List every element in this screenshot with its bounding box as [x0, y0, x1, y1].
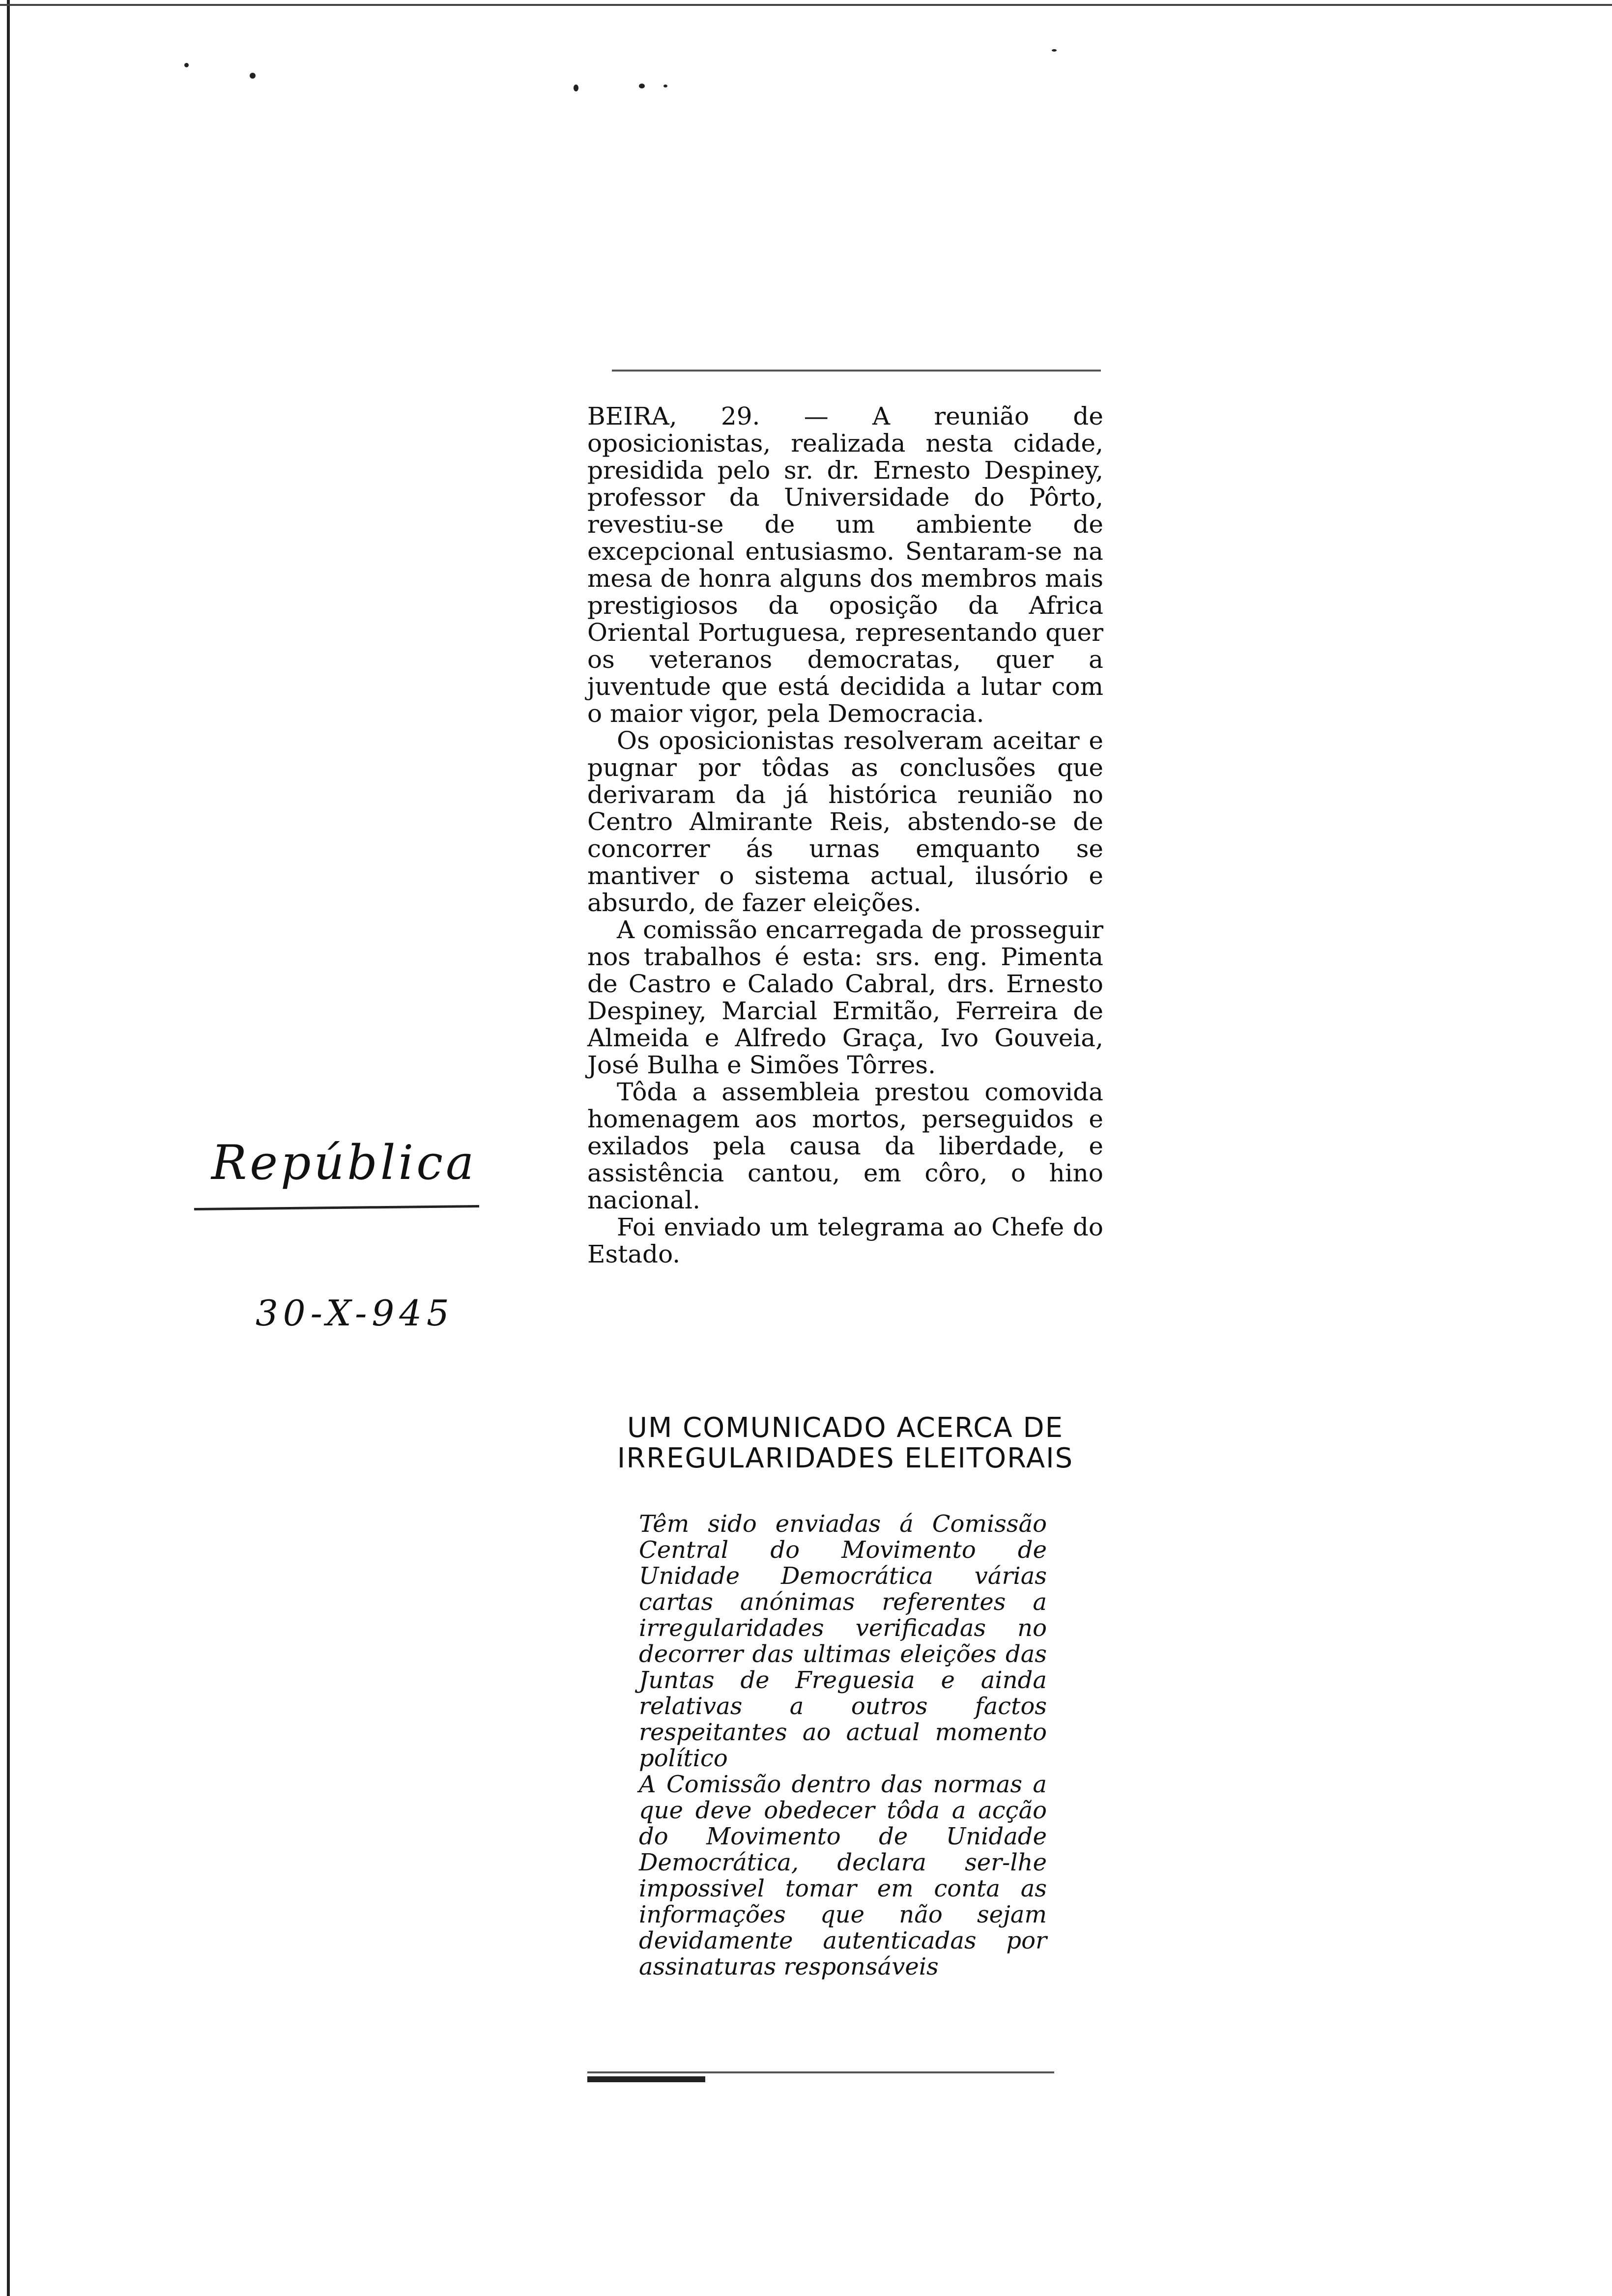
- clipping-bottom-rule-thick: [587, 2076, 705, 2082]
- handwritten-date: 30-X-945: [256, 1292, 454, 1334]
- clipping-top-rule: [612, 370, 1101, 372]
- article-paragraph: BEIRA, 29. — A reunião de oposicionistas, realizada nesta cidade, presidida pelo sr. dr. Ernesto Despiney, professor da Universidade do Pôrto, revestiu-se de um ambiente de excepcional entusiasmo. Sentaram-se na mesa de honra alguns dos membros mais prestigiosos da oposição da Africa Oriental Portuguesa, representando quer os veteranos democratas, quer a juventude que está decidida a lutar com o maior vigor, pela Democracia.: [587, 402, 1103, 728]
- communique-body: [639, 1511, 1047, 1980]
- article-paragraph: Foi enviado um telegrama ao Chefe do Estado.: [587, 1213, 1103, 1268]
- communique-paragraph: A Comissão dentro das normas a que deve obedecer tôda a acção do Movimento de Unidade Democrática, declara ser-lhe impossivel tomar em conta as informações que não sejam devidamente autenticadas por assinaturas responsáveis: [639, 1771, 1047, 1980]
- handwritten-underline: [194, 1205, 479, 1210]
- scan-speck: [639, 84, 645, 88]
- scan-speck: [250, 73, 256, 79]
- section-heading: UM COMUNICADO ACERCA DE IRREGULARIDADES ELEITORAIS: [617, 1412, 1074, 1474]
- scan-speck: [1052, 49, 1057, 52]
- scan-speck: [184, 63, 189, 67]
- handwritten-source: República: [211, 1135, 477, 1190]
- clipping-bottom-rule: [587, 2071, 1054, 2073]
- scan-speck: [574, 85, 578, 91]
- scan-border-left: [7, 0, 10, 2296]
- communique-paragraph: Têm sido enviadas á Comissão Central do Movimento de Unidade Democrática várias cartas anónimas referentes a irregularidades verificadas no decorrer das ultimas eleições das Juntas de Freguesia e ainda relativas a outros factos respeitantes ao actual momento político: [639, 1510, 1047, 1772]
- article-paragraph: Os oposicionistas resolveram aceitar e pugnar por tôdas as conclusões que derivaram da já histórica reunião no Centro Almirante Reis, abstendo-se de concorrer ás urnas emquanto se mantiver o sistema actual, ilusório e absurdo, de fazer eleições.: [587, 726, 1103, 917]
- clipping-body: [587, 403, 1103, 1268]
- article-paragraph: A comissão encarregada de prosseguir nos trabalhos é esta: srs. eng. Pimenta de Castro e Calado Cabral, drs. Ernesto Despiney, Marcial Ermitão, Ferreira de Almeida e Alfredo Graça, Ivo Gouveia, José Bulha e Simões Tôrres.: [587, 916, 1103, 1079]
- article-paragraph: Tôda a assembleia prestou comovida homenagem aos mortos, perseguidos e exilados pela causa da liberdade, e assistência cantou, em côro, o hino nacional.: [587, 1078, 1103, 1214]
- scan-border-top: [0, 4, 1612, 6]
- scan-speck: [663, 85, 667, 87]
